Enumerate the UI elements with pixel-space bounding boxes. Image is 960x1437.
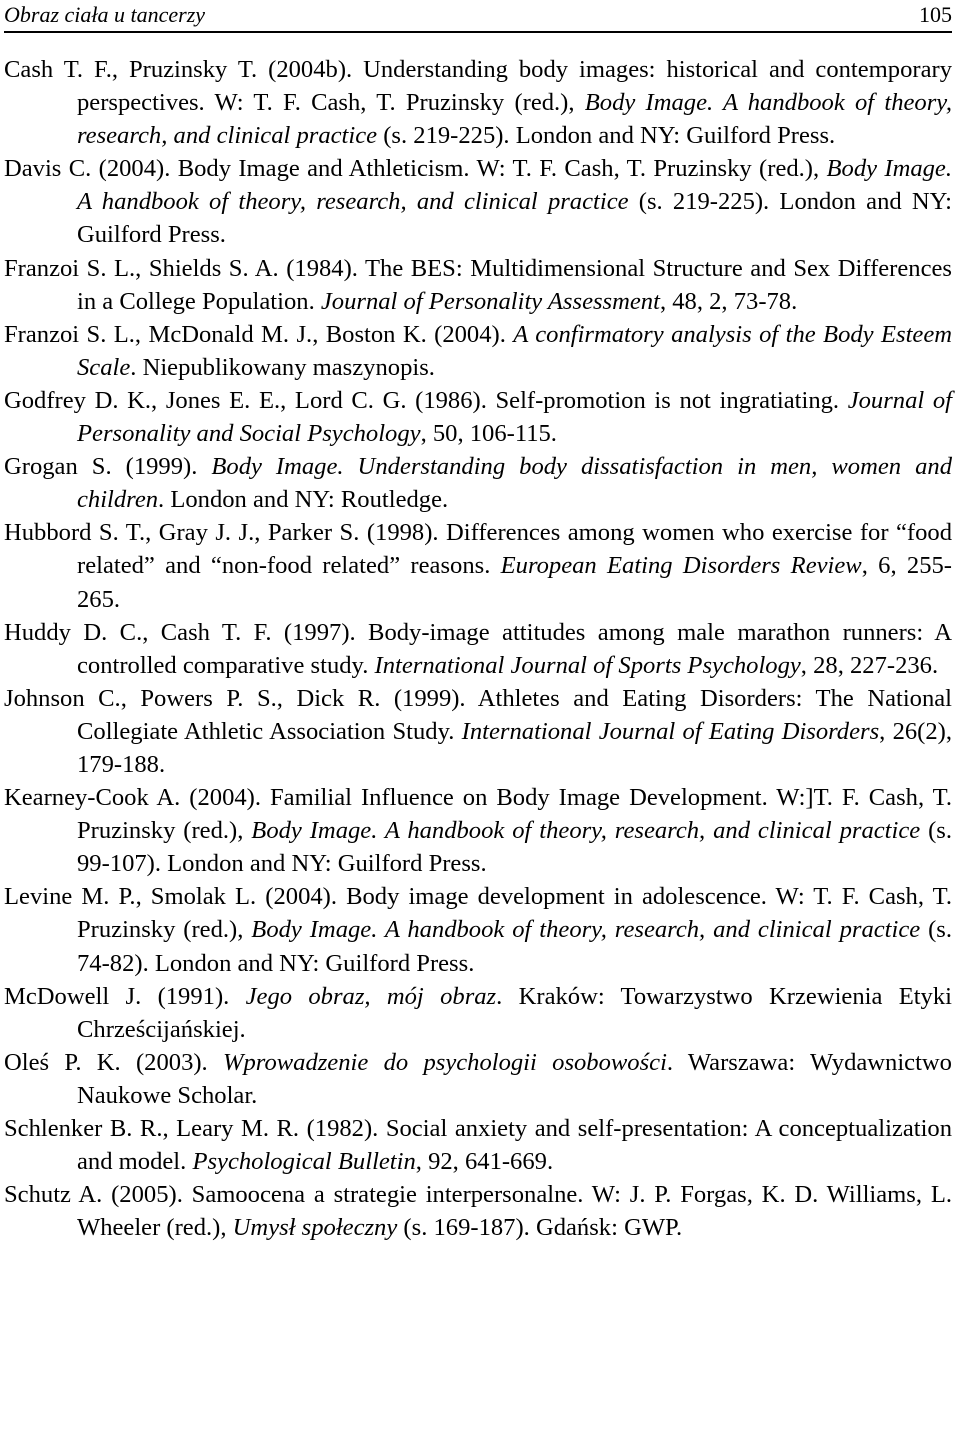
reference-text: Kearney-Cook A. (2004). Familial Influence on Body Image Development. W:]T. F. Cash, T. Pruzinsky (red.), — [4, 784, 952, 845]
reference-title-italic: Umysł społeczny — [232, 1214, 398, 1242]
reference-text: Godfrey D. K., Jones E. E., Lord C. G. (1986). Self-promotion is not ingratiating. — [4, 386, 848, 414]
reference-title-italic: Body Image. Understanding body dissatisfaction in men, women and children — [77, 453, 952, 514]
reference-text: Davis C. (2004). Body Image and Athleticism. W: T. F. Cash, T. Pruzinsky (red.), — [4, 155, 827, 183]
reference-text: Franzoi S. L., Shields S. A. (1984). The BES: Multidimensional Structure and Sex Differences in a College Population. — [4, 254, 952, 315]
reference-text: Oleś P. K. (2003). — [4, 1048, 223, 1076]
reference-entry — [4, 880, 952, 979]
running-header-title: Obraz ciała u tancerzy — [4, 2, 206, 27]
reference-title-italic: Jego obraz, mój obraz — [245, 982, 497, 1010]
reference-text: Schlenker B. R., Leary M. R. (1982). Social anxiety and self-presentation: A conceptualization and model. — [4, 1115, 952, 1176]
reference-title-italic: International Journal of Sports Psychology — [374, 651, 801, 679]
reference-title-italic: European Eating Disorders Review — [500, 552, 862, 580]
reference-list — [4, 53, 952, 1244]
reference-text: . Kraków: Towarzystwo Krzewienia Etyki Chrześcijańskiej. — [77, 982, 952, 1043]
reference-text: Grogan S. (1999). — [4, 453, 212, 481]
reference-text: (s. 219-225). London and NY: Guilford Press. — [377, 122, 836, 150]
reference-text: , 26(2), 179-188. — [77, 717, 952, 778]
reference-entry — [4, 1178, 952, 1244]
reference-text: (s. 74-82). London and NY: Guilford Press. — [77, 916, 952, 977]
reference-title-italic: Psychological Bulletin — [192, 1148, 416, 1176]
reference-text: (s. 169-187). Gdańsk: GWP. — [397, 1214, 683, 1242]
reference-entry — [4, 1112, 952, 1178]
reference-text: Huddy D. C., Cash T. F. (1997). Body-image attitudes among male marathon runners: A controlled comparative study. — [4, 618, 952, 679]
reference-text: , 28, 227-236. — [800, 651, 939, 679]
reference-entry — [4, 682, 952, 781]
reference-title-italic: Body Image. A handbook of theory, research, and clinical practice — [251, 817, 921, 845]
reference-text: , 6, 255-265. — [77, 552, 952, 613]
reference-text: Johnson C., Powers P. S., Dick R. (1999). Athletes and Eating Disorders: The National Collegiate Athletic Association Study. — [4, 684, 952, 745]
reference-entry — [4, 53, 952, 152]
reference-text: . Warszawa: Wydawnictwo Naukowe Scholar. — [77, 1048, 952, 1109]
reference-title-italic: Body Image. A handbook of theory, research, and clinical practice — [77, 89, 952, 150]
reference-entry — [4, 384, 952, 450]
reference-text: Hubbord S. T., Gray J. J., Parker S. (1998). Differences among women who exercise for “food related” and “non-food related” reasons. — [4, 519, 952, 580]
reference-text: Cash T. F., Pruzinsky T. (2004b). Understanding body images: historical and contemporary perspectives. W: T. F. Cash, T. Pruzinsky (red.), — [4, 56, 952, 117]
reference-entry — [4, 781, 952, 880]
reference-entry — [4, 450, 952, 516]
reference-text: (s. 99-107). London and NY: Guilford Press. — [77, 817, 952, 878]
reference-text: , 48, 2, 73-78. — [659, 287, 798, 315]
page-number: 105 — [919, 2, 952, 27]
reference-title-italic: Journal of Personality and Social Psychology — [77, 386, 953, 448]
reference-text: McDowell J. (1991). — [4, 982, 246, 1010]
reference-entry — [4, 1046, 952, 1112]
reference-text: . Niepublikowany maszynopis. — [130, 353, 435, 381]
reference-title-italic: Body Image. A handbook of theory, research, and clinical practice — [251, 916, 921, 944]
reference-text: Levine M. P., Smolak L. (2004). Body image development in adolescence. W: T. F. Cash, T. Pruzinsky (red.), — [4, 883, 952, 944]
reference-title-italic: A confirmatory analysis of the Body Esteem Scale — [77, 320, 953, 381]
reference-title-italic: Journal of Personality Assessment — [320, 287, 660, 315]
reference-text: , 50, 106-115. — [420, 420, 557, 448]
reference-text: (s. 219-225). London and NY: Guilford Press. — [77, 188, 953, 249]
reference-entry — [4, 152, 952, 251]
reference-text: Schutz A. (2005). Samoocena a strategie interpersonalne. W: J. P. Forgas, K. D. Williams, L. Wheeler (red.), — [4, 1181, 952, 1242]
reference-title-italic: Wprowadzenie do psychologii osobowości — [223, 1048, 667, 1076]
reference-text: Franzoi S. L., McDonald M. J., Boston K. (2004). — [4, 320, 514, 348]
reference-title-italic: International Journal of Eating Disorders — [461, 717, 880, 745]
reference-text: , 92, 641-669. — [415, 1148, 554, 1176]
running-header — [4, 0, 952, 33]
reference-text: . London and NY: Routledge. — [158, 486, 449, 514]
reference-entry — [4, 516, 952, 615]
reference-entry — [4, 980, 952, 1046]
reference-entry — [4, 318, 952, 384]
reference-entry — [4, 616, 952, 682]
reference-title-italic: Body Image. A handbook of theory, research, and clinical practice — [77, 155, 952, 216]
reference-entry — [4, 252, 952, 318]
